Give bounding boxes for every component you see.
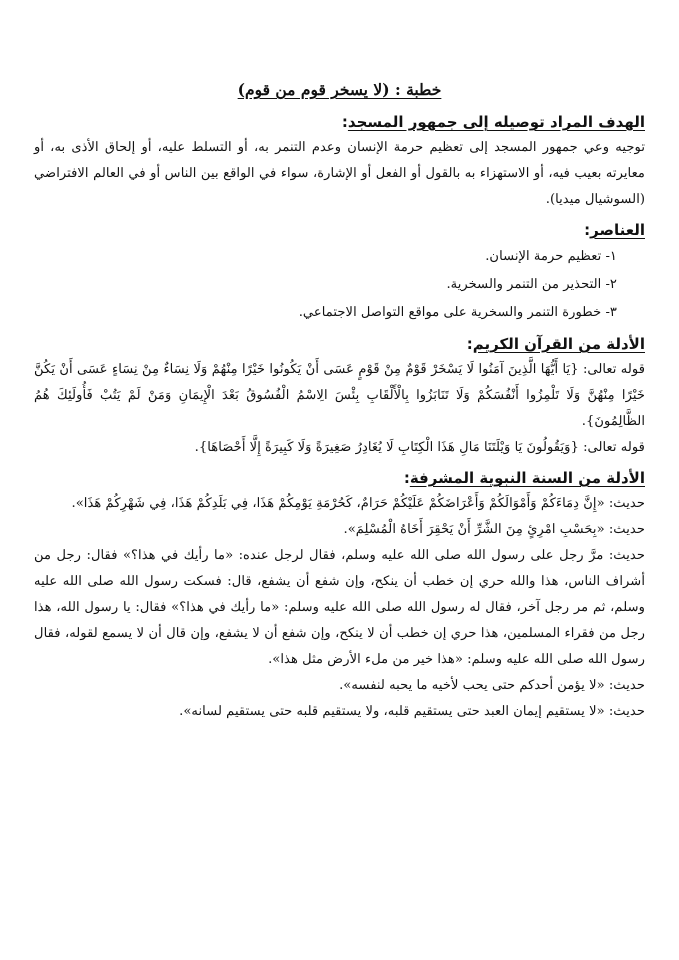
quran-verse: قوله تعالى: {وَيَقُولُونَ يَا وَيْلَتَنَا مَالِ هَذَا الْكِتَابِ لَا يُغَادِرُ صَغِيرَةً وَلَا كَبِيرَةً إِلَّا أَحْصَاهَا}.: [194, 440, 645, 455]
quran-heading-colon: :: [466, 335, 473, 353]
elements-heading-text: العناصر: [590, 221, 645, 239]
goal-text: توجيه وعي جمهور المسجد إلى تعظيم حرمة الإنسان وعدم التنمر به، أو التسلط عليه، أو إلحاق الأذى به، أو معايرته بعيب فيه، أو الاستهزاء به بالقول أو الفعل أو الإشارة، سواء في الواقع بين الناس أو في العالم الافتراضي (السوشيال ميديا).: [34, 140, 645, 207]
goal-heading-text: الهدف المراد توصيله إلى جمهور المسجد: [347, 113, 645, 131]
hadith: حديث: «إِنَّ دِمَاءَكُمْ وَأَمْوَالَكُمْ وَأَعْرَاضَكُمْ عَلَيْكُمْ حَرَامٌ، كَحُرْمَةِ يَوْمِكُمْ هَذَا، فِي بَلَدِكُمْ هَذَا، فِي شَهْرِكُمْ هَذَا».: [71, 496, 645, 511]
quran-section: [34, 331, 645, 461]
quran-heading: [34, 331, 645, 357]
quran-heading-text: الأدلة من القرآن الكريم: [472, 335, 645, 353]
elements-section: [34, 217, 645, 327]
hadith: حديث: «لا يؤمن أحدكم حتى يحب لأخيه ما يحبه لنفسه».: [339, 678, 645, 693]
sermon-title: خطبة : (لا يسخر قوم من قوم): [237, 80, 442, 99]
goal-heading: [34, 109, 645, 135]
list-item: ١- تعظيم حرمة الإنسان.: [485, 249, 617, 264]
elements-heading-colon: :: [584, 221, 591, 239]
goal-heading-colon: :: [341, 113, 348, 131]
hadith: حديث: مرَّ رجل على رسول الله صلى الله عليه وسلم، فقال لرجل عنده: «ما رأيك في هذا؟» فقال: رجل من أشراف الناس، هذا والله حري إن خطب أن ينكح، وإن شفع أن يشفع، قال: فسكت رسول الله صلى الله عليه وسلم، ثم مر رجل آخر، فقال له رسول الله صلى الله عليه وسلم: «ما رأيك في هذا؟» فقال: يا رسول الله، هذا رجل من فقراء المسلمين، هذا حري إن خطب أن لا ينكح، وإن شفع أن لا يشفع، وإن قال أن لا يسمع لقوله، فقال رسول الله صلى الله عليه وسلم: «هذا خير من ملء الأرض مثل هذا».: [34, 548, 645, 667]
quran-verse: قوله تعالى: {يَا أَيُّهَا الَّذِينَ آمَنُوا لَا يَسْخَرْ قَوْمٌ مِنْ قَوْمٍ عَسَى أَنْ يَكُونُوا خَيْرًا مِنْهُمْ وَلَا نِسَاءٌ مِنْ نِسَاءٍ عَسَى أَنْ يَكُنَّ خَيْرًا مِنْهُنَّ وَلَا تَلْمِزُوا أَنْفُسَكُمْ وَلَا تَنَابَزُوا بِالْأَلْقَابِ بِئْسَ الِاسْمُ الْفُسُوقُ بَعْدَ الْإِيمَانِ وَمَنْ لَمْ يَتُبْ فَأُولَئِكَ هُمُ الظَّالِمُونَ}.: [34, 362, 645, 429]
sunnah-heading: [34, 465, 645, 491]
sunnah-section: [34, 465, 645, 725]
elements-heading: [34, 217, 645, 243]
elements-list: [34, 243, 645, 327]
list-item: ٢- التحذير من التنمر والسخرية.: [446, 277, 617, 292]
hadith: حديث: «بِحَسْبِ امْرِئٍ مِنَ الشَّرِّ أَنْ يَحْقِرَ أَخَاهُ الْمُسْلِمَ».: [343, 522, 645, 537]
hadith: حديث: «لا يستقيم إيمان العبد حتى يستقيم قلبه، ولا يستقيم قلبه حتى يستقيم لسانه».: [179, 704, 645, 719]
goal-section: [34, 109, 645, 213]
list-item: ٣- خطورة التنمر والسخرية على مواقع التواصل الاجتماعي.: [298, 305, 617, 320]
sunnah-heading-colon: :: [403, 469, 410, 487]
sunnah-heading-text: الأدلة من السنة النبوية المشرفة: [409, 469, 645, 487]
